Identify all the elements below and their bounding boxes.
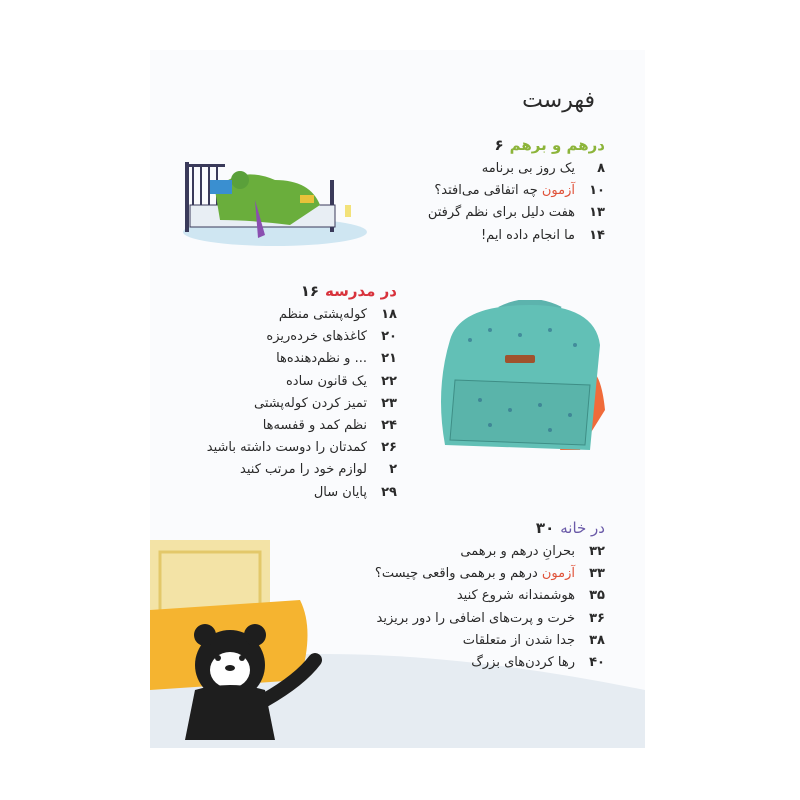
page-number: ۱۴ [589,227,605,243]
toc-item[interactable] [375,630,605,652]
toc-item[interactable] [428,158,605,180]
item-title: نظم کمد و قفسه‌ها [262,417,367,433]
item-title: هوشمندانه شروع کنید [456,588,575,604]
page-number: ۱۸ [381,307,397,322]
item-title: کاغذهای خرده‌ریزه [266,329,367,345]
toc-section-1 [428,132,605,247]
item-title: کمدتان را دوست داشته باشید [206,440,367,456]
toc-item[interactable] [207,415,397,437]
toc-item[interactable] [207,459,397,481]
item-title: کوله‌پشتی منظم [278,307,367,322]
item-title: بحرانِ درهم و برهمی [460,544,575,559]
toc-item[interactable] [375,585,605,607]
page-number: ۲۰ [381,329,397,345]
item-title: یک قانون ساده [285,373,367,389]
section-page: ۳۰ [535,519,555,537]
messy-bed-illustration [180,150,370,250]
page-number: ۱۳ [589,205,605,221]
section-title: در مدرسه [325,282,397,300]
item-title: ما انجام داده ایم! [480,227,575,243]
page-number: ۸ [597,161,605,176]
section-page: ۱۶ [300,282,319,300]
page-number: ۲ [389,462,397,478]
toc-item[interactable] [375,652,605,674]
page-number: ۳۳ [589,566,605,582]
backpack-illustration [430,300,630,455]
item-title: لوازم خود را مرتب کنید [240,462,367,478]
toc-item[interactable] [207,393,397,415]
book-page [150,50,645,748]
teddy-bear-illustration [150,540,340,748]
section-title: درهم و برهم [509,136,605,154]
page-title: فهرست [522,88,595,113]
toc-section-3 [375,515,605,674]
section-heading[interactable] [207,278,397,304]
toc-item[interactable] [375,608,605,630]
toc-item[interactable] [428,225,605,247]
toc-item[interactable] [207,348,397,370]
page-number: ۲۲ [381,373,397,389]
page-number: ۳۲ [589,544,605,559]
page-number: ۴۰ [589,654,605,670]
toc-item[interactable] [207,371,397,393]
section-title: در خانه [560,519,605,537]
quiz-label: آزمون [541,183,575,199]
item-title: خرت و پرت‌های اضافی را دور بریزید [376,610,575,626]
section-heading[interactable] [428,132,605,158]
item-title: هفت دلیل برای نظم گرفتن [427,205,575,221]
item-title: درهم و برهمی واقعی چیست؟ [374,566,538,582]
item-title: پایان سال [313,484,367,500]
page-number: ۲۹ [381,484,397,500]
item-title: چه اتفاقی می‌افتد؟ [434,183,538,199]
toc-item[interactable] [207,482,397,504]
toc-item[interactable] [375,541,605,563]
page-number: ۳۵ [589,588,605,604]
toc-item[interactable] [207,304,397,326]
quiz-label: آزمون [541,566,575,582]
page-number: ۲۳ [381,395,397,411]
toc-item[interactable] [207,437,397,459]
page-number: ۲۴ [381,417,397,433]
toc-item[interactable] [207,326,397,348]
item-title: رها کردن‌های بزرگ [471,654,575,670]
item-title: ... و نظم‌دهنده‌ها [276,351,367,367]
page-number: ۳۸ [589,632,605,648]
section-heading[interactable] [375,515,605,541]
toc-item[interactable] [428,180,605,202]
toc-section-2 [207,278,397,504]
toc-item[interactable] [375,563,605,585]
page-number: ۲۱ [381,351,397,367]
item-title: جدا شدن از متعلقات [462,632,575,648]
page-number: ۲۶ [381,440,397,456]
page-number: ۱۰ [589,183,605,199]
toc-item[interactable] [428,202,605,224]
page-number: ۳۶ [589,610,605,626]
section-page: ۶ [494,136,504,154]
item-title: تمیز کردن کوله‌پشتی [253,395,367,411]
item-title: یک روز بی برنامه [481,161,575,176]
